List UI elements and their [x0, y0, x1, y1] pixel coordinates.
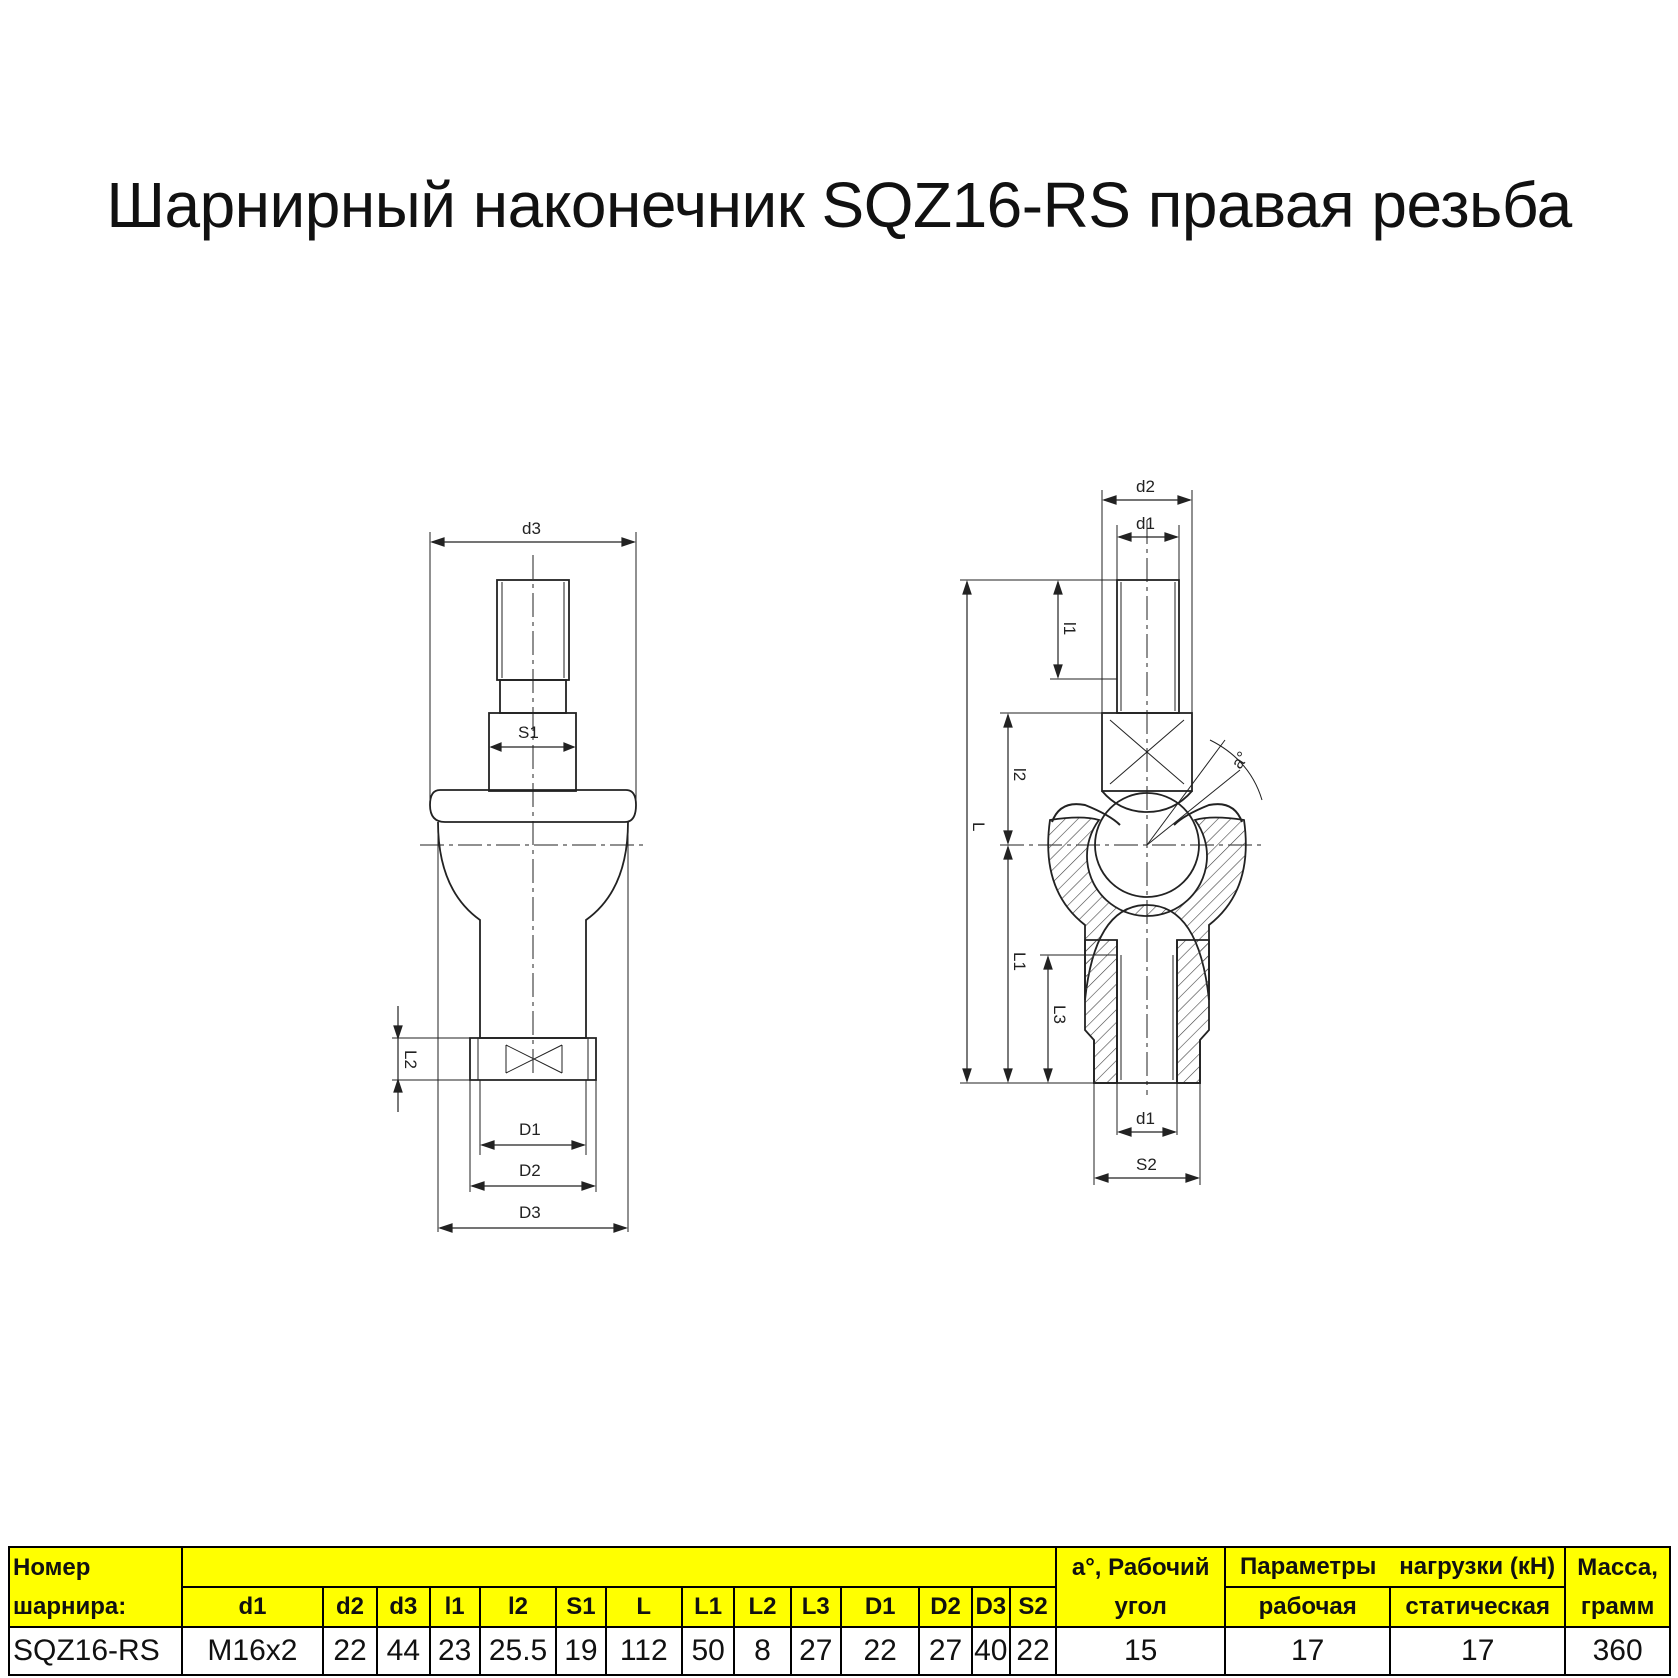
hdr-load-b: нагрузки (кН) [1390, 1547, 1565, 1587]
cell-D2: 27 [919, 1627, 971, 1675]
cell-d1: M16x2 [182, 1627, 323, 1675]
label-d2: D2 [519, 1161, 541, 1180]
cell-d3: 44 [377, 1627, 429, 1675]
hdr-S1: S1 [556, 1587, 605, 1627]
label-L: L [969, 822, 988, 832]
cell-S1: 19 [556, 1627, 605, 1675]
cell-L1: 50 [682, 1627, 734, 1675]
cell-working: 17 [1225, 1627, 1390, 1675]
cell-D3: 40 [972, 1627, 1010, 1675]
label-d2: d2 [1136, 477, 1155, 496]
hdr-angle: а°, Рабочий [1056, 1547, 1225, 1587]
hdr-load-a: Параметры [1225, 1547, 1390, 1587]
hdr-L2: L2 [734, 1587, 790, 1627]
cell-L: 112 [606, 1627, 682, 1675]
cell-D1: 22 [841, 1627, 919, 1675]
hdr-D1: D1 [841, 1587, 919, 1627]
hdr-d2: d2 [323, 1587, 377, 1627]
hdr-L1: L1 [682, 1587, 734, 1627]
label-d1: D1 [519, 1120, 541, 1139]
hdr-l2: l2 [480, 1587, 556, 1627]
hdr-L3: L3 [791, 1587, 841, 1627]
label-d3-bottom: D3 [519, 1203, 541, 1222]
label-d1-top: d1 [1136, 514, 1155, 533]
cell-d2: 22 [323, 1627, 377, 1675]
hdr-l1: l1 [430, 1587, 480, 1627]
hdr-D2: D2 [919, 1587, 971, 1627]
table-row [9, 1627, 1670, 1675]
page-title: Шарнирный наконечник SQZ16-RS правая резьба [106, 169, 1572, 241]
hdr-S2: S2 [1010, 1587, 1056, 1627]
cell-l2: 25.5 [480, 1627, 556, 1675]
left-view-labels [401, 519, 541, 1222]
header-row-1 [9, 1547, 1670, 1587]
label-l2: l2 [1010, 768, 1029, 782]
cell-L3: 27 [791, 1627, 841, 1675]
label-angle: a° [1227, 748, 1253, 773]
hdr-D3: D3 [972, 1587, 1010, 1627]
cell-l1: 23 [430, 1627, 480, 1675]
header-row-2 [9, 1587, 1670, 1627]
cell-L2: 8 [734, 1627, 790, 1675]
hdr2-part-number: шарнира: [9, 1587, 182, 1627]
label-l2: L2 [401, 1050, 420, 1069]
label-L3: L3 [1050, 1005, 1069, 1024]
hdr2-angle: угол [1056, 1587, 1225, 1627]
cell-part-number: SQZ16-RS [9, 1627, 182, 1675]
cell-mass: 360 [1565, 1627, 1670, 1675]
hdr-static: статическая [1390, 1587, 1565, 1627]
label-S2: S2 [1136, 1155, 1157, 1174]
cell-S2: 22 [1010, 1627, 1056, 1675]
label-l1: l1 [1060, 622, 1079, 636]
label-d1-bottom: d1 [1136, 1109, 1155, 1128]
hdr-part-number: Номер [9, 1547, 182, 1587]
cell-static: 17 [1390, 1627, 1565, 1675]
spec-table [8, 1546, 1671, 1676]
label-L1: L1 [1010, 952, 1029, 971]
hdr2-mass: грамм [1565, 1587, 1670, 1627]
label-s1: S1 [518, 723, 539, 742]
hdr-d3: d3 [377, 1587, 429, 1627]
label-d3: d3 [522, 519, 541, 538]
cell-angle: 15 [1056, 1627, 1225, 1675]
hdr-d1: d1 [182, 1587, 323, 1627]
hdr-working: рабочая [1225, 1587, 1390, 1627]
hdr-mass: Масса, [1565, 1547, 1670, 1587]
hdr-L: L [606, 1587, 682, 1627]
